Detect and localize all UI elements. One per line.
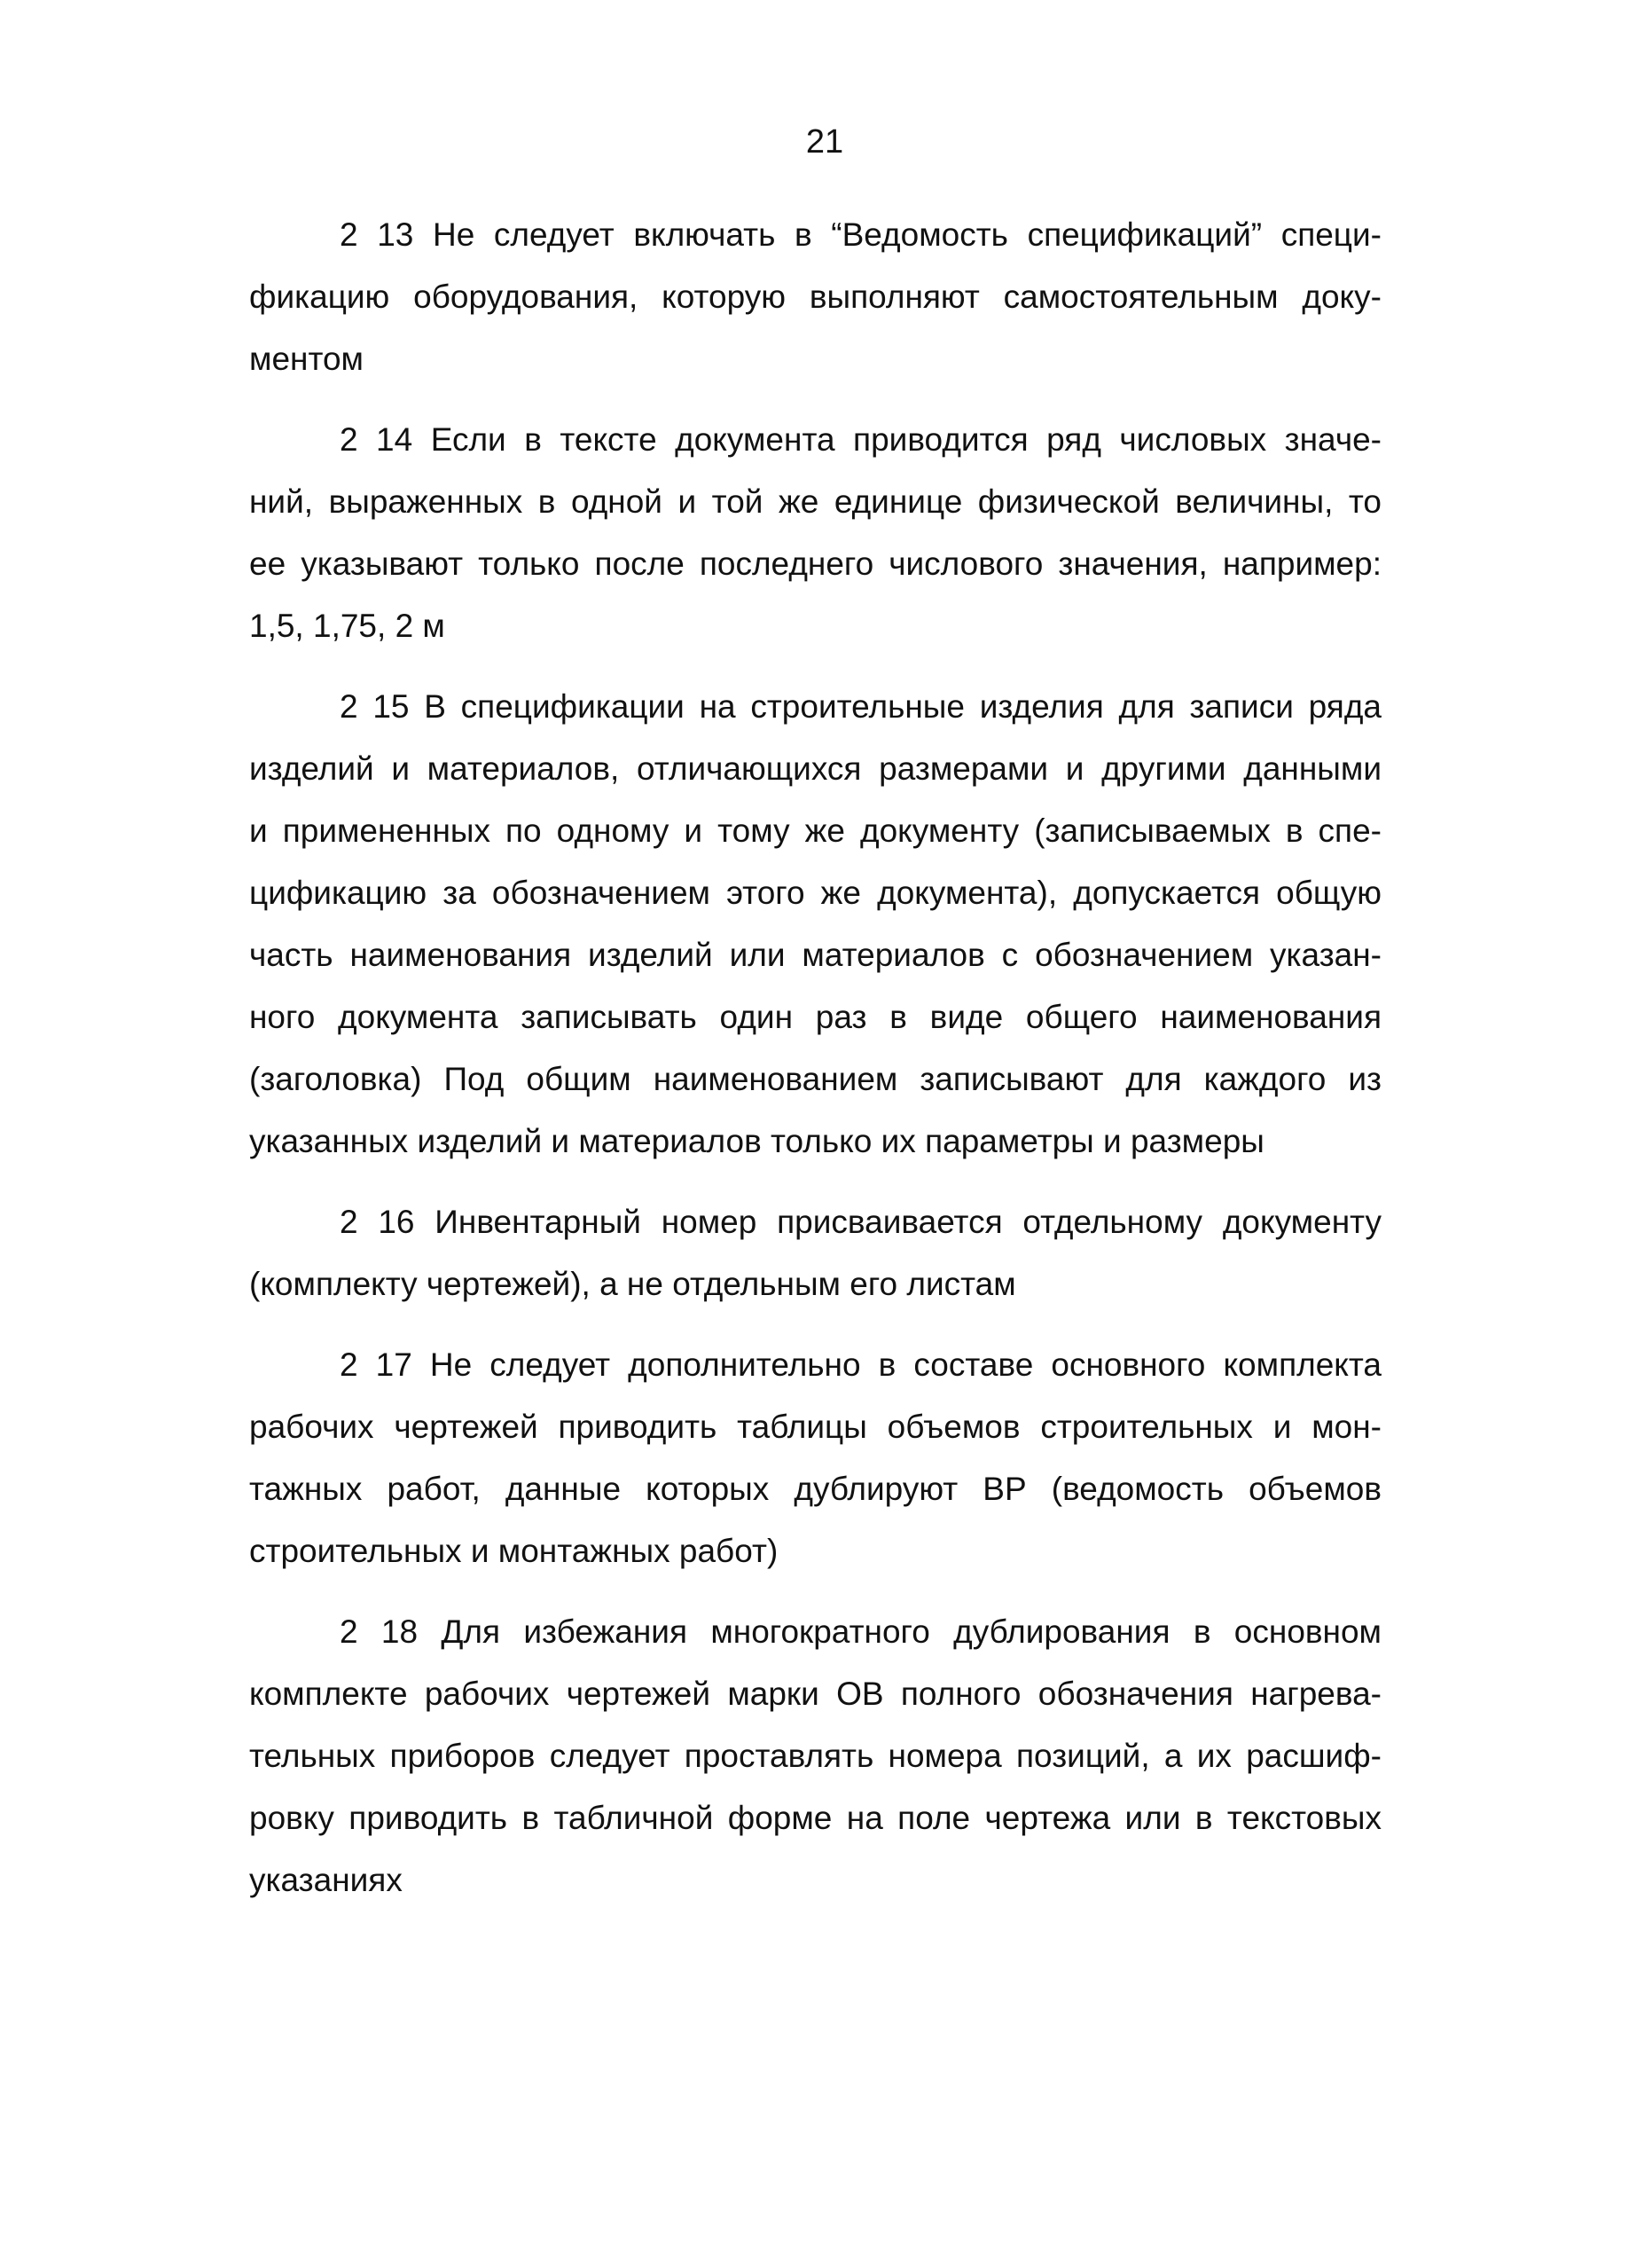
- paragraph: [249, 676, 1382, 1173]
- text-line: ровку приводить в табличной форме на поле чертежа или в текстовых: [249, 1800, 1382, 1836]
- paragraph: [249, 1601, 1382, 1911]
- text-line: 2 15 В спецификации на строительные изделия для записи ряда: [340, 688, 1382, 725]
- text-line: рабочих чертежей приводить таблицы объемов строительных и мон-: [249, 1409, 1382, 1445]
- text-line: ментом: [249, 341, 364, 377]
- text-line: (заголовка) Под общим наименованием записывают для каждого из: [249, 1061, 1382, 1097]
- text-line: ного документа записывать один раз в виде общего наименования: [249, 999, 1382, 1035]
- text-line: (комплекту чертежей), а не отдельным его листам: [249, 1266, 1016, 1302]
- text-line: строительных и монтажных работ): [249, 1533, 779, 1569]
- text-line: 2 16 Инвентарный номер присваивается отдельному документу: [340, 1204, 1382, 1240]
- text-line: 2 13 Не следует включать в “Ведомость спецификаций” специ-: [340, 216, 1382, 253]
- text-line: указаниях: [249, 1862, 403, 1898]
- document-body: [249, 204, 1382, 1911]
- paragraph: [249, 409, 1382, 657]
- paragraph: [249, 1334, 1382, 1582]
- text-line: ее указывают только после последнего числового значения, например:: [249, 546, 1382, 582]
- text-line: комплекте рабочих чертежей марки ОВ полного обозначения нагрева-: [249, 1676, 1382, 1712]
- text-line: 1,5, 1,75, 2 м: [249, 608, 445, 644]
- paragraph: [249, 1191, 1382, 1315]
- text-line: 2 17 Не следует дополнительно в составе основного комплекта: [340, 1346, 1382, 1383]
- page-number: 21: [805, 123, 844, 161]
- text-line: изделий и материалов, отличающихся размерами и другими данными: [249, 750, 1382, 787]
- text-line: 2 14 Если в тексте документа приводится ряд числовых значе-: [340, 421, 1382, 458]
- text-line: и примененных по одному и тому же документу (записываемых в спе-: [249, 812, 1382, 849]
- text-line: тельных приборов следует проставлять номера позиций, а их расшиф-: [249, 1738, 1382, 1774]
- text-line: ний, выраженных в одной и той же единице физической величины, то: [249, 483, 1382, 520]
- paragraph: [249, 204, 1382, 390]
- text-line: цификацию за обозначением этого же документа), допускается общую: [249, 875, 1382, 911]
- text-line: фикацию оборудования, которую выполняют самостоятельным доку-: [249, 279, 1382, 315]
- text-line: часть наименования изделий или материалов с обозначением указан-: [249, 937, 1382, 973]
- text-line: 2 18 Для избежания многократного дублирования в основном: [340, 1613, 1382, 1650]
- text-line: указанных изделий и материалов только их параметры и размеры: [249, 1123, 1264, 1159]
- text-line: тажных работ, данные которых дублируют ВР (ведомость объемов: [249, 1471, 1382, 1507]
